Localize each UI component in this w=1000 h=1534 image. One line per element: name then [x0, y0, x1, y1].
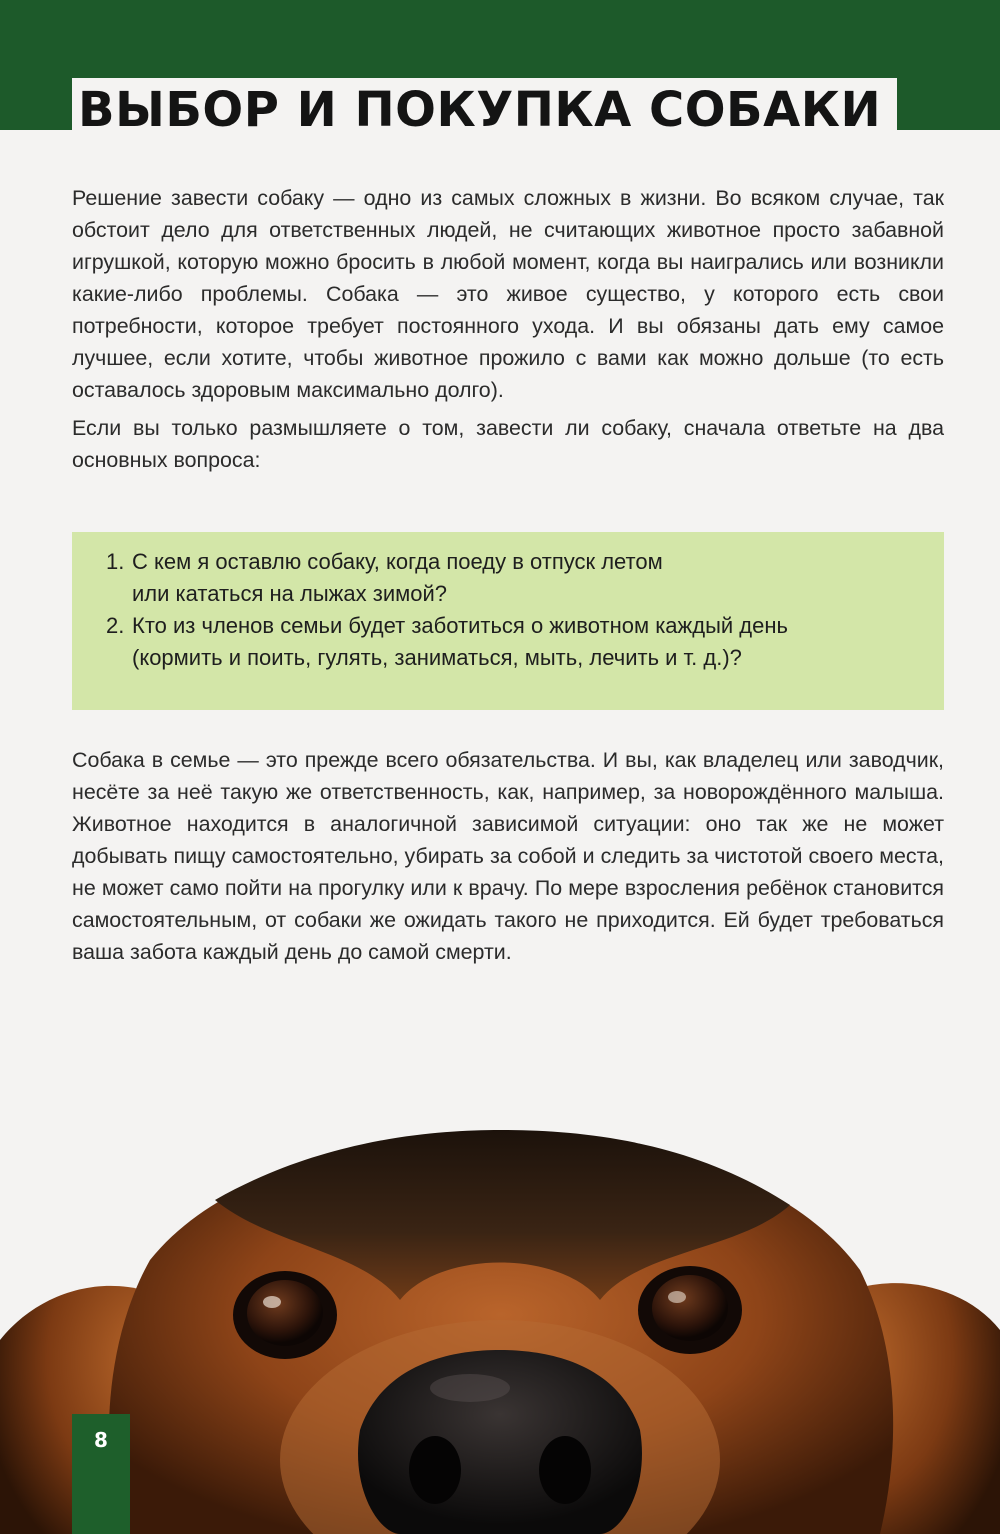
question-line: Кто из членов семьи будет заботиться о животном каждый день	[132, 613, 788, 638]
question-line: или кататься на лыжах зимой?	[132, 581, 448, 606]
question-number: 2.	[106, 613, 125, 638]
question-line: С кем я оставлю собаку, когда поеду в отпуск летом	[132, 549, 663, 574]
question-item	[106, 610, 944, 674]
question-item	[106, 546, 944, 610]
question-number: 1.	[106, 549, 125, 574]
questions-intro-paragraph: Если вы только размышляете о том, завести ли собаку, сначала ответьте на два основных вопроса:	[72, 416, 944, 472]
page-number: 8	[94, 1428, 108, 1452]
question-line: (кормить и поить, гулять, заниматься, мыть, лечить и т. д.)?	[132, 645, 742, 670]
page-title: ВЫБОР И ПОКУПКА СОБАКИ	[72, 78, 897, 140]
intro-paragraph: Решение завести собаку — одно из самых сложных в жизни. Во всяком случае, так обстоит дело для ответственных людей, не считающих животное просто забавной игрушкой, которую можно бросить в любой момент, когда вы наигрались или возникли какие-либо проблемы. Собака — это живое существо, у которого есть свои потребности, которое требует постоянного ухода. И вы обязаны дать ему самое лучшее, если хотите, чтобы животное прожило с вами как можно дольше (то есть оставалось здоровым максимально долго).	[72, 186, 944, 402]
responsibility-paragraph: Собака в семье — это прежде всего обязательства. И вы, как владелец или заводчик, несёте за неё такую же ответственность, как, например, за новорождённого малыша. Животное находится в аналогичной зависимой ситуации: оно так же не может добывать пищу самостоятельно, убирать за собой и следить за чистотой своего места, не может само пойти на прогулку или к врачу. По мере взросления ребёнок становится самостоятельным, от собаки же ожидать такого не приходится. Ей будет требоваться ваша забота каждый день до самой смерти.	[72, 748, 944, 964]
questions-box	[72, 532, 944, 710]
questions-list	[72, 532, 944, 674]
dog-face-photo	[0, 1130, 1000, 1534]
